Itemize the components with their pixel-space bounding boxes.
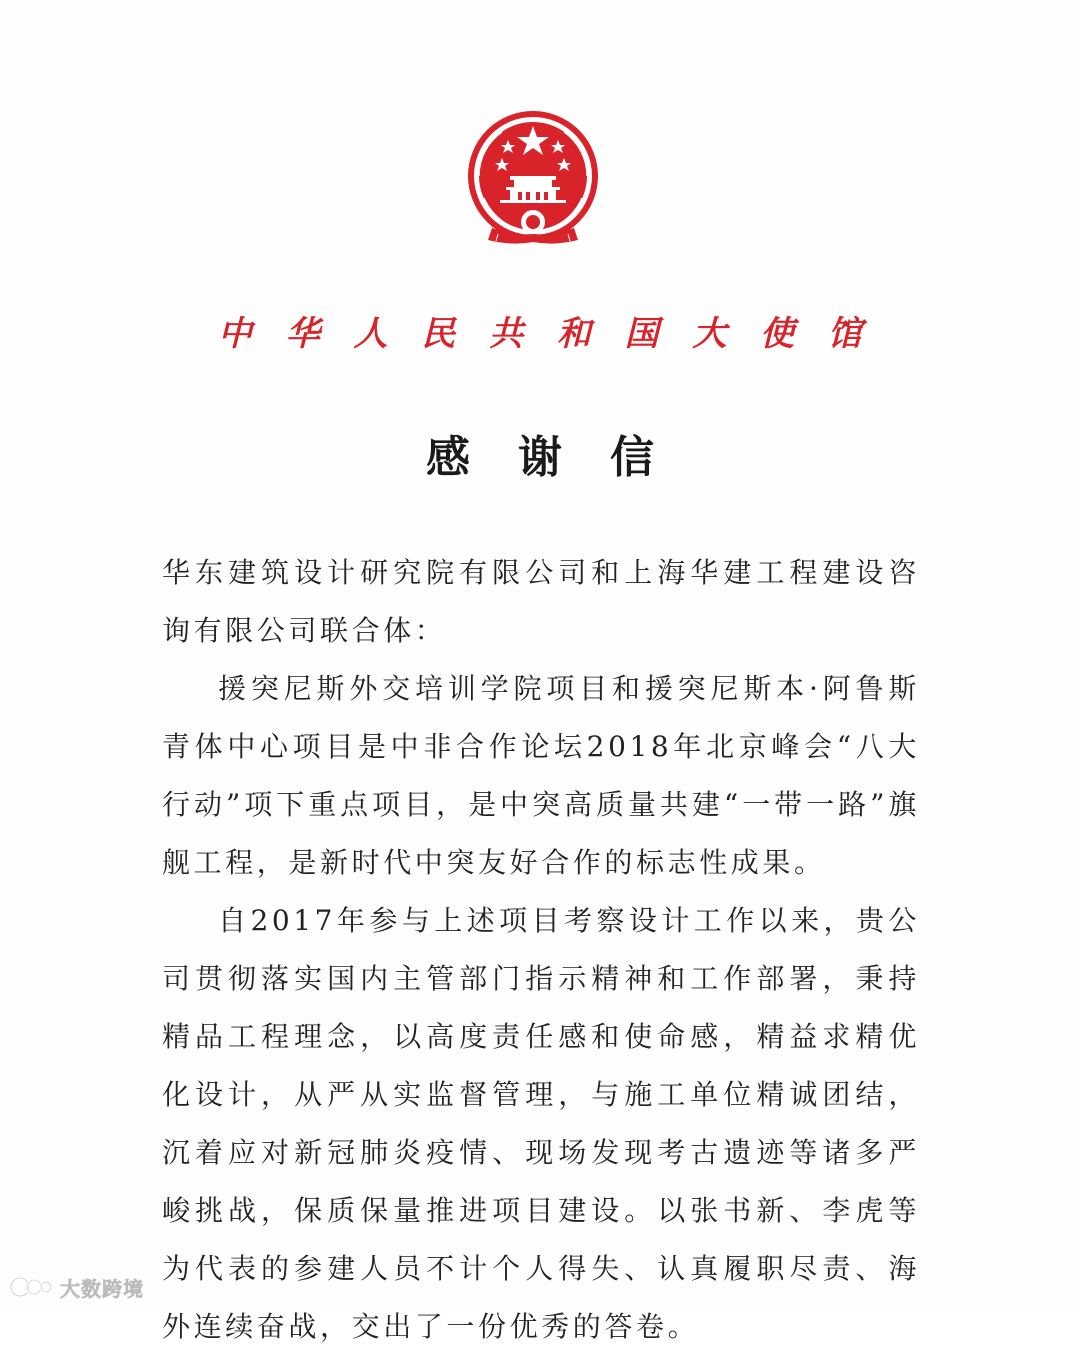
embassy-char: 共	[489, 314, 524, 354]
embassy-heading	[160, 308, 920, 360]
embassy-char: 馆	[827, 314, 862, 354]
embassy-char: 民	[421, 314, 456, 354]
embassy-char: 中	[218, 314, 252, 354]
salutation: 华东建筑设计研究院有限公司和上海华建工程建设咨询有限公司联合体：	[162, 556, 920, 647]
embassy-char: 和	[556, 314, 591, 354]
watermark	[8, 1270, 144, 1304]
embassy-char: 国	[624, 314, 659, 354]
embassy-char: 华	[285, 314, 320, 354]
paragraph: 自2017年参与上述项目考察设计工作以来，贵公司贯彻落实国内主管部门指示精神和工作部署，秉持精品工程理念，以高度责任感和使命感，精益求精优化设计，从严从实监督管理，与施工单位精诚团结，沉着应对新冠肺炎疫情、现场发现考古遗迹等诸多严峻挑战，保质保量推进项目建设。以张书新、李虎等为代表的参建人员不计个人得失、认真履职尽责、海外连续奋战，交出了一份优秀的答卷。	[162, 904, 920, 1343]
title-char: 信	[610, 432, 654, 483]
title-char: 谢	[518, 432, 562, 483]
embassy-char: 使	[760, 314, 795, 354]
national-emblem-icon	[462, 110, 604, 250]
paragraph: 援突尼斯外交培训学院项目和援突尼斯本·阿鲁斯青体中心项目是中非合作论坛2018年北京峰会“八大行动”项下重点项目，是中突高质量共建“一带一路”旗舰工程，是新时代中突友好合作的标志性成果。	[162, 672, 920, 879]
embassy-char: 人	[353, 314, 388, 354]
watermark-logo-icon	[8, 1272, 56, 1302]
watermark-text: 大数跨境	[60, 1276, 144, 1301]
letter-body	[162, 544, 920, 1356]
letter-title	[0, 428, 1080, 488]
title-char: 感	[426, 432, 470, 483]
embassy-char: 大	[692, 314, 727, 354]
